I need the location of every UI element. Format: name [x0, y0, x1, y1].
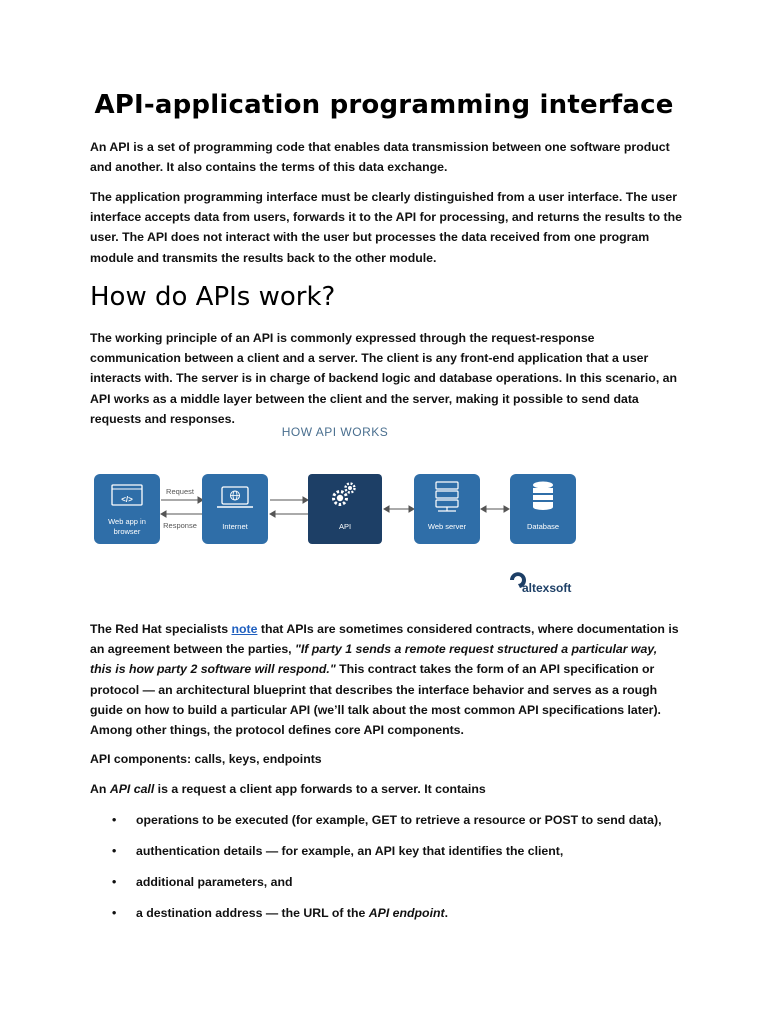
api-call-suffix: is a request a client app forwards to a server. It contains: [154, 782, 486, 796]
bullet-icon: •: [112, 813, 117, 827]
list-item: [112, 841, 682, 872]
note-link[interactable]: note: [231, 622, 258, 636]
altexsoft-logo: [510, 572, 571, 595]
list-item-text: additional parameters, and: [136, 875, 293, 889]
redhat-rest: This contract takes the form of an API specification or protocol — an architectural blueprint that describes the interface behavior and serves as a rough guide on how to build a particular API (we’ll talk about the most common API specifications later). Among other things, the protocol defines core API components.: [90, 662, 661, 738]
node-web-app-label-line2: browser: [113, 527, 141, 536]
node-api: [308, 474, 382, 544]
bullet-icon: •: [112, 844, 117, 858]
node-database: [510, 474, 576, 544]
api-call-prefix: An: [90, 782, 110, 796]
intro-paragraph-2: The application programming interface must be clearly distinguished from a user interface. The user interface accepts data from users, forwards it to the API for processing, and returns the results to the user. The API does not interact with the user but processes the data received from one program module and transmits the results back to the other module.: [90, 190, 682, 265]
redhat-after-link: that APIs are sometimes considered contracts, where documentation is an agreement between the parties,: [90, 622, 679, 657]
node-api-label: API: [338, 522, 352, 531]
list-item: [112, 872, 682, 903]
api-endpoint-term: API endpoint: [368, 906, 445, 920]
request-label: Request: [166, 487, 194, 496]
node-internet: [202, 474, 268, 544]
section-heading: How do APIs work?: [90, 282, 336, 312]
redhat-paragraph: [90, 619, 682, 740]
database-icon: [533, 482, 553, 511]
page-title: API-application programming interface: [94, 90, 674, 120]
intro-paragraph-1: An API is a set of programming code that enables data transmission between one software product and another. It also contains the terms of this data exchange.: [90, 140, 670, 175]
api-call-bullet-list: [112, 810, 682, 934]
diagram-title: HOW API WORKS: [281, 425, 389, 439]
node-web-server-label: Web server: [427, 522, 467, 531]
code-icon: </>: [121, 495, 133, 504]
list-item-text: operations to be executed (for example, GET to retrieve a resource or POST to send data),: [136, 813, 662, 827]
node-database-label: Database: [526, 522, 560, 531]
redhat-quote: "If party 1 sends a remote request structured a particular way, this is how party 2 software will respond.": [90, 642, 658, 677]
brand-name: altexsoft: [522, 581, 572, 595]
list-item: [112, 810, 682, 841]
node-web-app: [94, 474, 160, 544]
list-item-suffix: .: [444, 906, 449, 920]
bullet-icon: •: [112, 906, 117, 920]
list-item: [112, 903, 682, 934]
components-heading: API components: calls, keys, endpoints: [90, 752, 322, 766]
api-diagram-svg: [86, 418, 586, 603]
node-web-server: [414, 474, 480, 544]
response-label: Response: [163, 521, 197, 530]
api-call-term: API call: [109, 782, 155, 796]
redhat-lead: The Red Hat specialists: [90, 622, 232, 636]
list-item-text: [136, 903, 448, 923]
list-item-text: authentication details — for example, an API key that identifies the client,: [136, 844, 564, 858]
list-item-prefix: a destination address — the URL of the: [136, 906, 369, 920]
api-diagram: [86, 418, 586, 603]
node-internet-label: Internet: [222, 522, 248, 531]
working-paragraph: The working principle of an API is commonly expressed through the request-response communication between a client and a server. The client is any front-end application that a user interacts with. The server is in charge of backend logic and database operations. In this scenario, an API works as a middle layer between the client and the server, making it possible to send data requests and responses.: [90, 331, 678, 426]
node-web-app-label-line1: Web app in: [108, 517, 146, 526]
api-call-paragraph: [90, 779, 682, 799]
bullet-icon: •: [112, 875, 117, 889]
